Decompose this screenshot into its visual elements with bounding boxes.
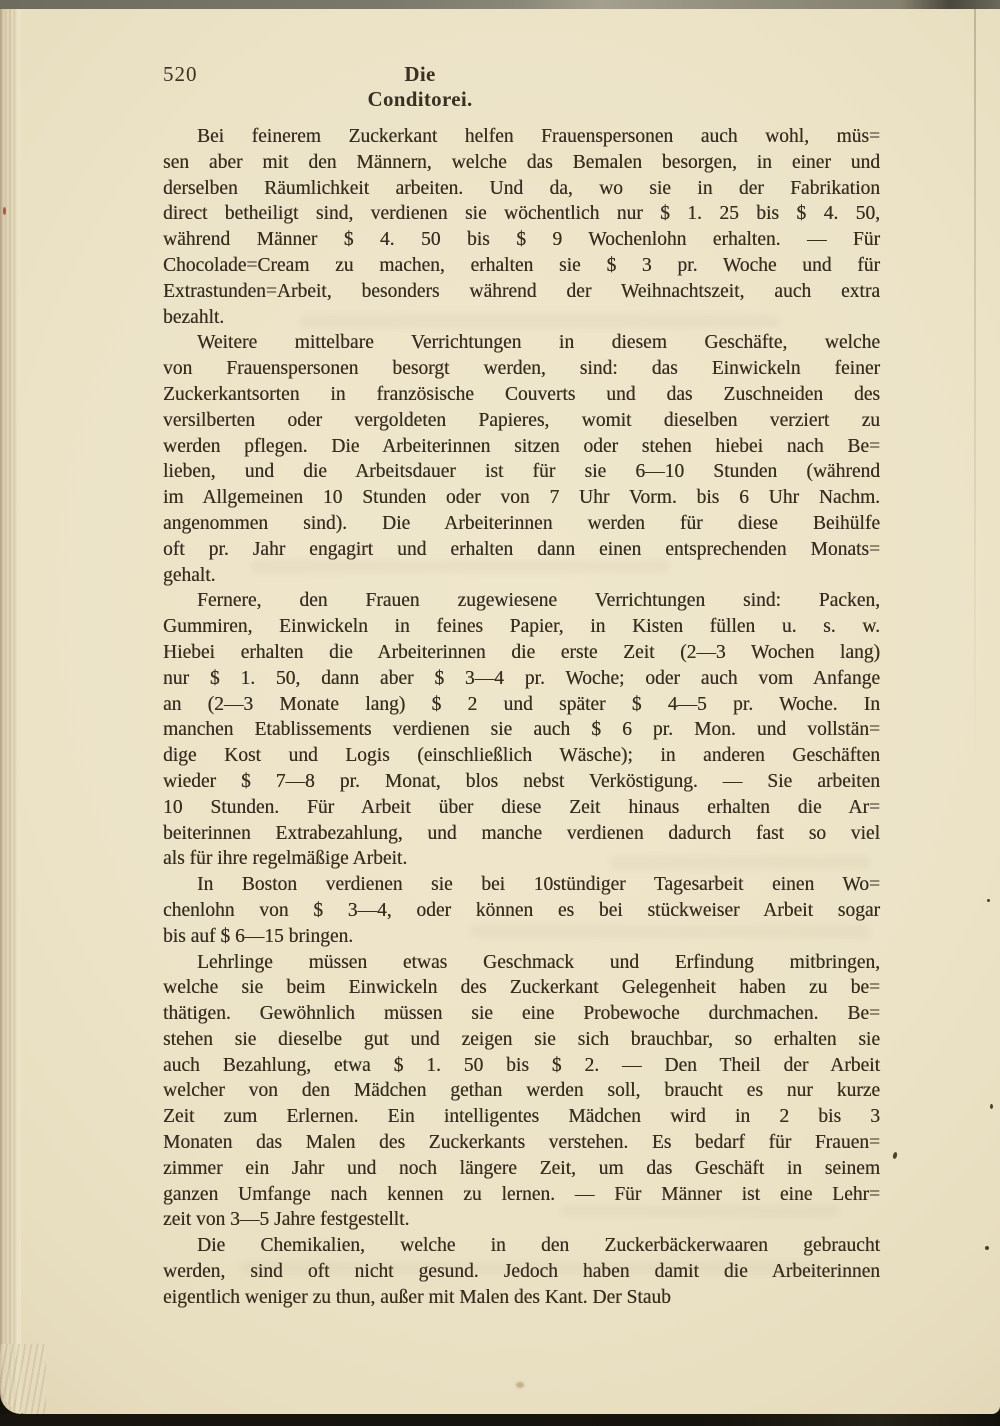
- paragraph: [163, 588, 880, 872]
- text-line: Monaten das Malen des Zuckerkants verstehen. Es bedarf für Frauen=: [163, 1132, 880, 1154]
- text-line: bezahlt.: [163, 306, 225, 328]
- text-line: bis auf $ 6—15 bringen.: [163, 925, 354, 947]
- text-line: von Frauenspersonen besorgt werden, sind: das Einwickeln feiner: [163, 358, 880, 380]
- text-line: Gummiren, Einwickeln in feines Papier, in Kisten füllen u. s. w.: [163, 616, 880, 638]
- text-line: In Boston verdienen sie bei 10stündiger Tagesarbeit einen Wo=: [197, 874, 880, 896]
- text-line: zimmer ein Jahr und noch längere Zeit, um das Geschäft in seinem: [163, 1157, 880, 1179]
- page-gutter-edge: [0, 9, 21, 1414]
- text-line: Fernere, den Frauen zugewiesene Verrichtungen sind: Packen,: [197, 590, 880, 612]
- text-line: im Allgemeinen 10 Stunden oder von 7 Uhr Vorm. bis 6 Uhr Nachm.: [163, 487, 880, 509]
- text-line: an (2—3 Monate lang) $ 2 und später $ 4—5 pr. Woche. In: [163, 693, 880, 715]
- paragraph: [163, 950, 880, 1234]
- text-line: derselben Räumlichkeit arbeiten. Und da, wo sie in der Fabrikation: [163, 177, 880, 199]
- text-line: werden pflegen. Die Arbeiterinnen sitzen oder stehen hiebei nach Be=: [163, 435, 880, 457]
- text-line: chenlohn von $ 3—4, oder können es bei stückweiser Arbeit sogar: [163, 899, 880, 921]
- text-line: stehen sie dieselbe gut und zeigen sie sich brauchbar, so erhalten sie: [163, 1028, 880, 1050]
- ink-speck: [3, 207, 6, 215]
- text-line: ganzen Umfange nach kennen zu lernen. — Für Männer ist eine Lehr=: [163, 1183, 880, 1205]
- page-stack-corner: [0, 1344, 46, 1414]
- ink-speck: [990, 1104, 993, 1109]
- text-line: Chocolade=Cream zu machen, erhalten sie $ 3 pr. Woche und für: [163, 254, 880, 276]
- text-line: gehalt.: [163, 564, 216, 586]
- text-line: versilberten oder vergoldeten Papieres, womit dieselben verziert zu: [163, 409, 880, 431]
- scan-edge-bottom: [0, 1414, 1000, 1426]
- paragraph: [163, 330, 880, 588]
- text-line: angenommen sind). Die Arbeiterinnen werden für diese Beihülfe: [163, 512, 880, 534]
- text-line: Weitere mittelbare Verrichtungen in diesem Geschäfte, welche: [197, 332, 880, 354]
- text-line: auch Bezahlung, etwa $ 1. 50 bis $ 2. — Den Theil der Arbeit: [163, 1054, 880, 1076]
- text-line: wieder $ 7—8 pr. Monat, blos nebst Verköstigung. — Sie arbeiten: [163, 770, 880, 792]
- paragraph: [163, 872, 880, 949]
- text-line: welcher von den Mädchen gethan werden soll, braucht es nur kurze: [163, 1080, 880, 1102]
- running-header-title: Die Conditorei.: [367, 62, 473, 111]
- text-line: sen aber mit den Männern, welche das Bemalen besorgen, in einer und: [163, 151, 880, 173]
- text-line: während Männer $ 4. 50 bis $ 9 Wochenlohn erhalten. — Für: [163, 229, 880, 251]
- paper-stain: [516, 1382, 524, 1388]
- text-block: [163, 124, 880, 1311]
- text-line: direct betheiligt sind, verdienen sie wöchentlich nur $ 1. 25 bis $ 4. 50,: [163, 203, 880, 225]
- text-line: 10 Stunden. Für Arbeit über diese Zeit hinaus erhalten die Ar=: [163, 796, 880, 818]
- text-line: manchen Etablissements verdienen sie auch $ 6 pr. Mon. und vollstän=: [163, 719, 880, 741]
- text-line: Die Chemikalien, welche in den Zuckerbäckerwaaren gebraucht: [197, 1235, 880, 1257]
- text-line: als für ihre regelmäßige Arbeit.: [163, 848, 408, 870]
- text-line: Lehrlinge müssen etwas Geschmack und Erfindung mitbringen,: [197, 951, 880, 973]
- paragraph: [163, 124, 880, 330]
- ink-speck: [985, 1246, 989, 1250]
- text-line: Bei feinerem Zuckerkant helfen Frauenspersonen auch wohl, müs=: [197, 126, 880, 147]
- ink-speck: [987, 899, 990, 902]
- text-line: welche sie beim Einwickeln des Zuckerkant Gelegenheit haben zu be=: [163, 977, 880, 999]
- text-line: dige Kost und Logis (einschließlich Wäsche); in anderen Geschäften: [163, 745, 880, 767]
- text-line: beiterinnen Extrabezahlung, und manche verdienen dadurch fast so viel: [163, 822, 880, 844]
- text-line: oft pr. Jahr engagirt und erhalten dann einen entsprechenden Monats=: [163, 538, 880, 560]
- text-line: zeit von 3—5 Jahre festgestellt.: [163, 1209, 410, 1231]
- text-line: Extrastunden=Arbeit, besonders während der Weihnachtszeit, auch extra: [163, 280, 880, 302]
- paragraph: [163, 1233, 880, 1310]
- text-line: Zeit zum Erlernen. Ein intelligentes Mädchen wird in 2 bis 3: [163, 1106, 880, 1128]
- text-line: nur $ 1. 50, dann aber $ 3—4 pr. Woche; oder auch vom Anfange: [163, 667, 880, 689]
- text-line: eigentlich weniger zu thun, außer mit Malen des Kant. Der Staub: [163, 1286, 671, 1308]
- text-line: thätigen. Gewöhnlich müssen sie eine Probewoche durchmachen. Be=: [163, 1003, 880, 1025]
- scan-edge-top: [0, 0, 1000, 9]
- text-line: lieben, und die Arbeitsdauer ist für sie 6—10 Stunden (während: [163, 461, 880, 483]
- text-line: werden, sind oft nicht gesund. Jedoch haben damit die Arbeiterinnen: [163, 1261, 880, 1283]
- page-crease-line: [974, 9, 976, 769]
- text-line: Zuckerkantsorten in französische Couverts und das Zuschneiden des: [163, 383, 880, 405]
- text-line: Hiebei erhalten die Arbeiterinnen die erste Zeit (2—3 Wochen lang): [163, 641, 880, 663]
- page-number: 520: [163, 62, 198, 86]
